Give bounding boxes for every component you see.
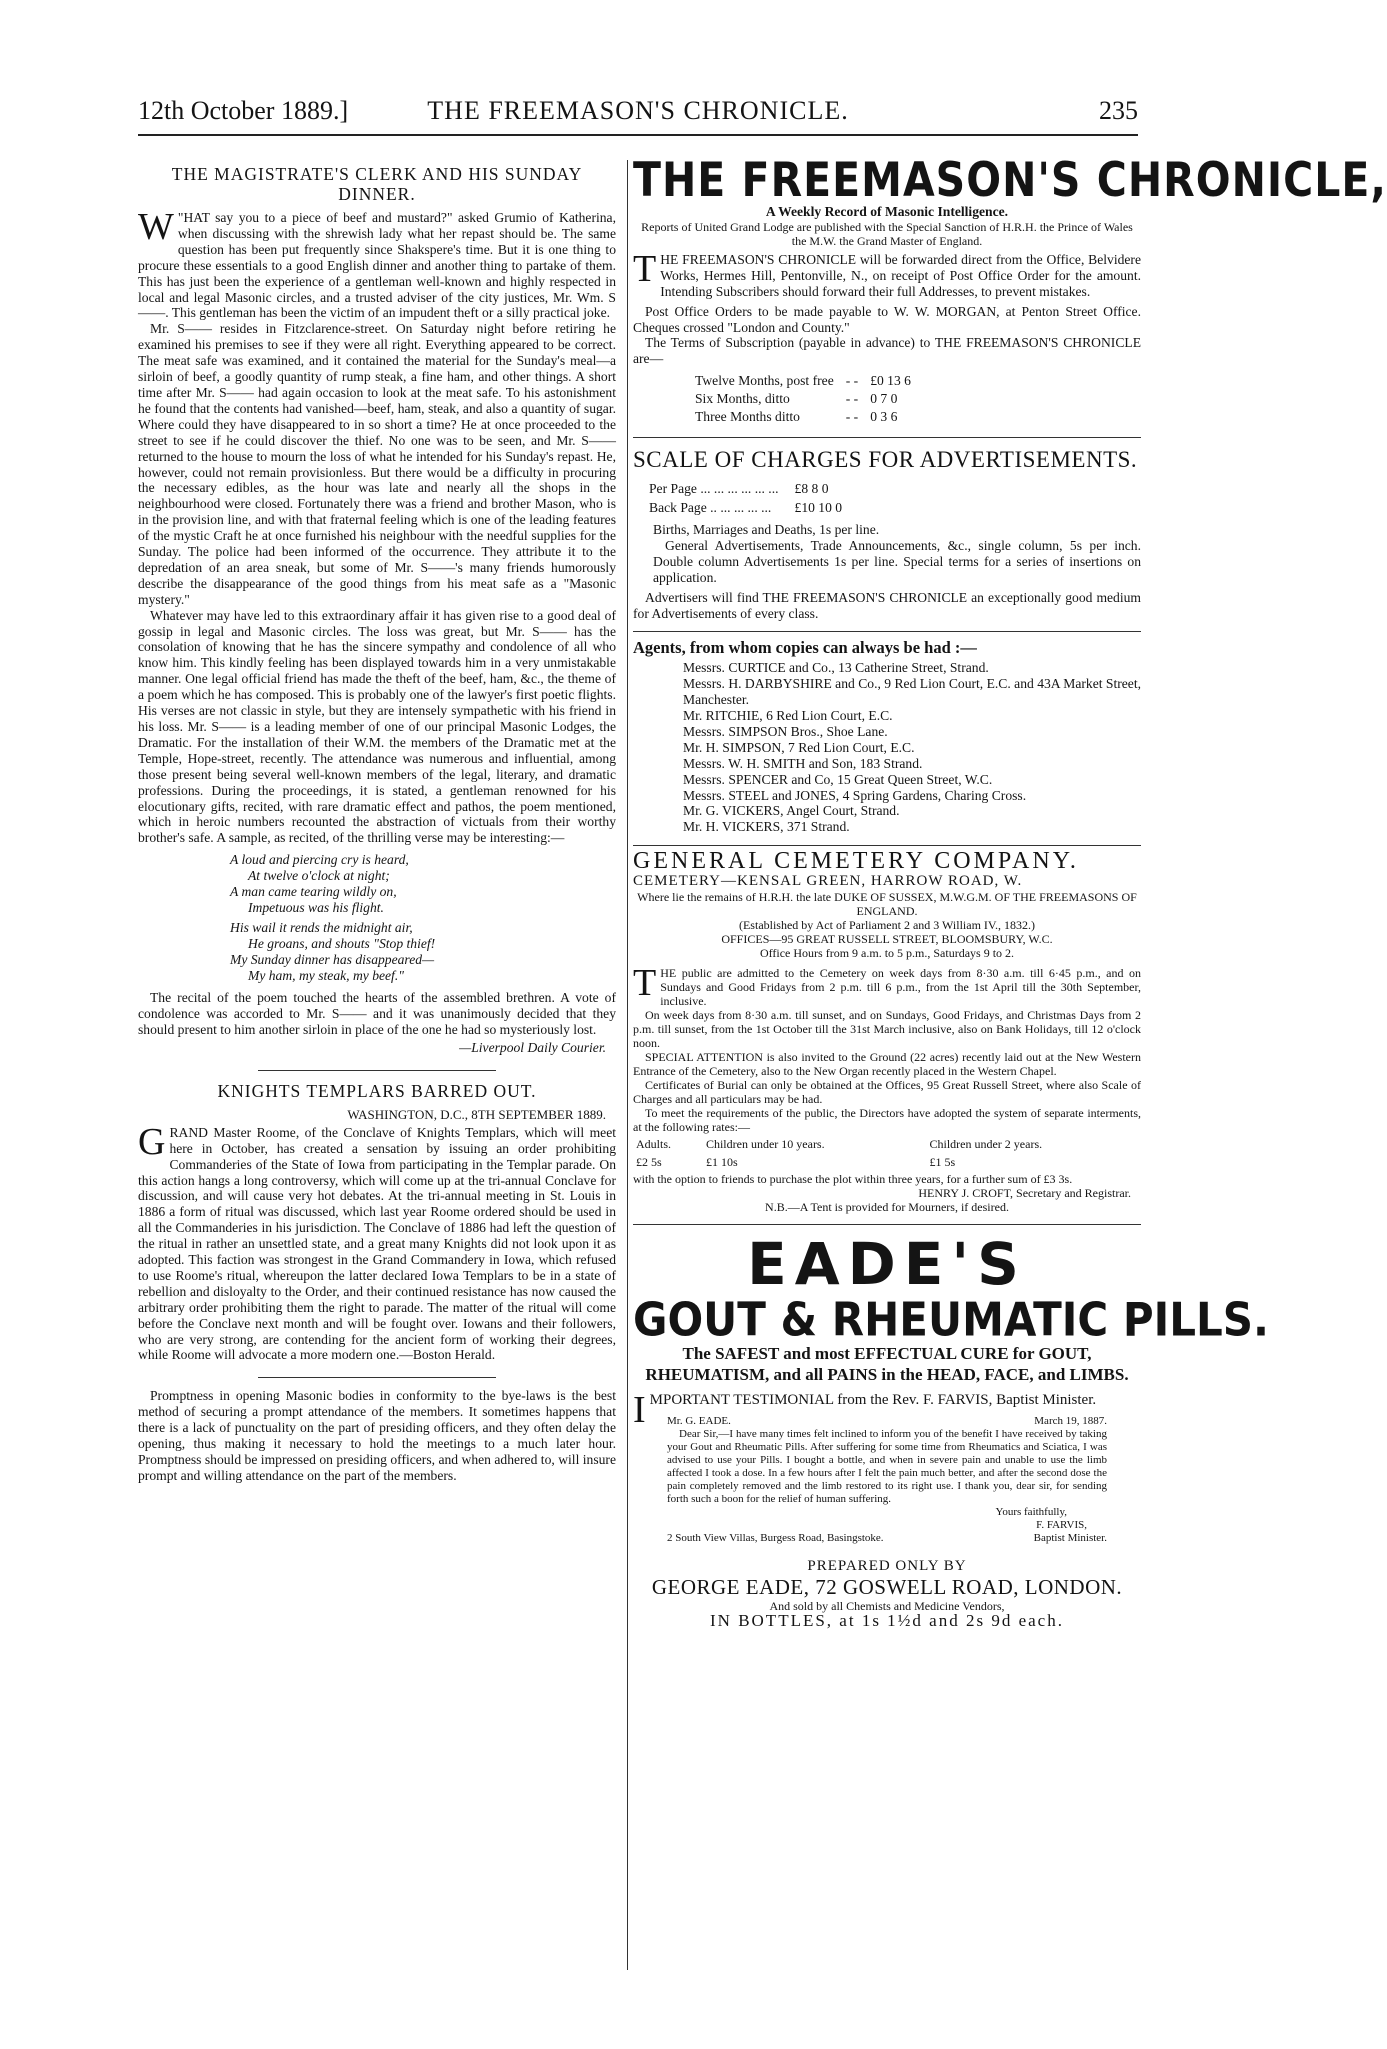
page-number: 235: [1099, 96, 1138, 125]
verse-line: A loud and piercing cry is heard,: [230, 852, 409, 868]
dropcap-g: G: [138, 1120, 166, 1163]
agent-item: Messrs. W. H. SMITH and Son, 183 Strand.: [683, 755, 923, 771]
section-separator: [258, 1377, 496, 1378]
cemetery-rate-label: Children under 2 years.: [929, 1137, 1043, 1152]
testimonial-heading-text: MPORTANT TESTIMONIAL from the Rev. F. FARVIS, Baptist Minister.: [649, 1392, 1097, 1409]
letter-body: Dear Sir,—I have many times felt inclined to inform you of the benefit I have received by taking your Gout and Rheumatic Pills. After suffering for some time from Rheumatics and Sciatica, I was advised to use your Pills. I bought a bottle, and when in severe pain and unable to use the limb affected I took a dose. In a few hours after I felt the pain much better, and after the second dose the pain completely removed and the limb restored to its right use. I thank you, dear sir, for sending forth such a boon for the relief of human suffering.: [667, 1428, 1107, 1505]
cemetery-offices: OFFICES—95 GREAT RUSSELL STREET, BLOOMSBURY, W.C.: [721, 932, 1053, 947]
chronicle-tagline: A Weekly Record of Masonic Intelligence.: [765, 204, 1009, 219]
chronicle-masthead: THE FREEMASON'S CHRONICLE,: [633, 152, 1387, 208]
eades-sold: And sold by all Chemists and Medicine Vendors,: [769, 1598, 1005, 1613]
header-rule: [138, 134, 1138, 136]
right-column: [633, 152, 1387, 1630]
magistrate-paragraph-4: The recital of the poem touched the hearts of the assembled brethren. A vote of condolence was accorded to Mr. S—— and it was unanimously decided that they should present to him another sirloin in place of the one he had so mysteriously lost.: [138, 990, 616, 1038]
eades-product: GOUT & RHEUMATIC PILLS.: [633, 1292, 1269, 1347]
cemetery-rate-labels: [635, 1136, 1139, 1152]
promptness-paragraph: Promptness in opening Masonic bodies in conformity to the bye-laws is the best method of securing a prompt attendance of the members. It sometimes happens that there is a lack of punctuality on the part of presiding officers, and they often delay the opening, thus making it necessary to hold the meetings to a much later hour. Promptness should be impressed on presiding officers, and when adhered to, will insure prompt and willing attendance on the part of the members.: [138, 1388, 616, 1483]
agent-item: Mr. G. VICKERS, Angel Court, Strand.: [683, 803, 900, 819]
agent-item: Messrs. SIMPSON Bros., Shoe Lane.: [683, 723, 888, 739]
subscription-label: Three Months ditto: [695, 409, 800, 425]
subscription-row: [695, 373, 921, 389]
cemetery-rate-label: Adults.: [636, 1137, 672, 1152]
magistrate-paragraph-3: Whatever may have led to this extraordinary affair it has given rise to a good deal of gossip in legal and Masonic circles. The loss was great, but Mr. S—— has the consolation of knowing that he has the sincere sympathy and condolence of all who know him. This kindly feeling has been displayed towards him in a very unmistakable manner. One legal official friend has made the theft of the beef, ham, &c., the theme of a poem which he has composed. This is probably one of the lawyer's first poetic flights. His verses are not classic in style, but they are intensely sympathetic with his friend in his loss. Mr. S—— is a leading member of one of our principal Masonic Lodges, the Dramatic. For the installation of their W.M. the members of the Dramatic met at the Temple, Hope-street, recently. The attendance was numerous and influential, among those present being several well-known members of the legal, literary, and dramatic professions. During the proceedings, it is stated, a gentleman renowned for his elocutionary gifts, recited, with rare dramatic effect and pathos, the poem mentioned, which in heroic numbers recounted the abstraction of victuals from their worthy brother's safe. A sample, as recited, of the thrilling verse may be interesting:—: [138, 607, 616, 846]
dropcap-t: T: [633, 247, 657, 290]
letter-address: 2 South View Villas, Burgess Road, Basingstoke.: [667, 1532, 884, 1544]
eades-prepared: PREPARED ONLY BY: [807, 1558, 967, 1574]
cemetery-remains: Where lie the remains of H.R.H. the late DUKE OF SUSSEX, M.W.G.M. OF THE FREEMASONS OF ENGLAND.: [637, 890, 1137, 919]
testimonial-letter: [667, 1415, 1107, 1545]
knights-heading: KNIGHTS TEMPLARS BARRED OUT.: [217, 1080, 537, 1101]
cemetery-body-1: [633, 962, 1141, 1009]
verse-line: He groans, and shouts "Stop thief!: [248, 936, 436, 952]
agent-item: Mr. H. SIMPSON, 7 Red Lion Court, E.C.: [683, 739, 915, 755]
subscription-label: Six Months, ditto: [695, 391, 790, 407]
verse-line: A man came tearing wildly on,: [230, 884, 397, 900]
letter-role: Baptist Minister.: [1033, 1532, 1107, 1544]
advert-rate-label: Per Page ... ... ... ... ... ...: [649, 480, 779, 496]
knights-dateline: WASHINGTON, D.C., 8TH SEPTEMBER 1889.: [347, 1106, 606, 1122]
advert-notice: Advertisers will find THE FREEMASON'S CHRONICLE an exceptionally good medium for Advertisements of every class.: [633, 589, 1141, 621]
magistrate-paragraph-1: [138, 206, 616, 321]
dropcap-t: T: [633, 962, 657, 1005]
letter-signature: F. FARVIS,: [1036, 1519, 1087, 1531]
subscription-price: £0 13 6: [870, 373, 911, 389]
section-separator: [633, 437, 1141, 438]
agent-item: Messrs. H. DARBYSHIRE and Co., 9 Red Lion Court, E.C. and 43A Market Street, Manchester.: [683, 676, 1142, 708]
agent-item: Mr. H. VICKERS, 371 Strand.: [683, 819, 850, 835]
cemetery-rate-prices: [635, 1154, 1139, 1170]
advert-rate-row: [649, 480, 856, 497]
advert-births: Births, Marriages and Deaths, 1s per line.: [653, 521, 880, 537]
subscription-dots: - -: [845, 391, 859, 407]
cemetery-rate-price: £1 5s: [929, 1155, 956, 1170]
subscription-row: [695, 409, 921, 425]
subscription-price: 0 7 0: [870, 391, 898, 407]
magistrate-paragraph-2: Mr. S—— resides in Fitzclarence-street. On Saturday night before retiring he examined his premises to see if they were all right. Everything appeared to be correct. The meat safe was examined, and it contained the material for the Sunday's meal—a sirloin of beef, a goodly quantity of rump steak, a fine ham, and other things. A short time after Mr. S—— had again occasion to look at the meat safe. To his astonishment he found that the contents had vanished—beef, ham, steak, and also a quantity of sugar. Where could they have disappeared to in so short a time? He at once proceeded to the street to see if he could discover the thief. No one was to be seen, and Mr. S—— returned to the house to mourn the loss of what he intended for his Sunday's repast. He, however, could not remain provisionless. But there would be a difficulty in procuring the necessary edibles, as the hour was late and nearly all the shops in the neighbourhood were closed. Fortunately there was a friend and brother Mason, who is in the provision line, and with that fraternal feeling which is one of the leading features of the mystic Craft he at once furnished his neighbour with the needful supplies for the Sunday. The police had been informed of the occurrence. They attribute it to the depredation of an area sneak, but some of Mr. S——'s many friends humorously describe the disappearance of the good things from his meat safe as a "Masonic mystery.": [138, 321, 616, 607]
subscription-price: 0 3 6: [870, 409, 898, 425]
section-separator: [633, 845, 1141, 846]
chronicle-body-text: HE FREEMASON'S CHRONICLE will be forwarded direct from the Office, Belvidere Works, Hermes Hill, Pentonville, N., on receipt of Post Office Order for the amount. Intending Subscribers should forward their full Addresses, to prevent mistakes.: [660, 251, 1141, 299]
agent-item: Mr. RITCHIE, 6 Red Lion Court, E.C.: [683, 708, 893, 724]
section-separator: [633, 631, 1141, 632]
letter-date: March 19, 1887.: [1034, 1415, 1107, 1427]
cemetery-nb: N.B.—A Tent is provided for Mourners, if desired.: [765, 1200, 1009, 1215]
cemetery-heading: GENERAL CEMETERY COMPANY.: [633, 848, 1079, 875]
dropcap-w: W: [138, 206, 174, 248]
verse-line: Impetuous was his flight.: [248, 900, 384, 916]
letter-close: Yours faithfully,: [995, 1506, 1067, 1518]
cemetery-rate-label: Children under 10 years.: [705, 1137, 825, 1152]
running-header: [138, 96, 1138, 136]
advert-charges-heading: SCALE OF CHARGES FOR ADVERTISEMENTS.: [633, 446, 1138, 472]
subscription-dots: - -: [845, 373, 859, 389]
knights-paragraph: [138, 1120, 616, 1364]
cemetery-established: (Established by Act of Parliament 2 and 3 William IV., 1832.): [738, 918, 1036, 933]
column-divider: [627, 160, 628, 1970]
verse-line: At twelve o'clock at night;: [248, 868, 390, 884]
advert-rate-price: £8 8 0: [794, 480, 829, 496]
cemetery-body-3: SPECIAL ATTENTION is also invited to the Ground (22 acres) recently laid out at the New Western Entrance of the Cemetery, also to the New Organ recently placed in the Western Chapel.: [633, 1050, 1141, 1079]
left-column: [138, 158, 616, 1484]
cemetery-body-5: To meet the requirements of the public, the Directors have adopted the system of separate interments, at the following rates:—: [633, 1106, 1141, 1135]
letter-header: [667, 1415, 1107, 1428]
magistrate-source: —Liverpool Daily Courier.: [459, 1039, 606, 1055]
cemetery-body-4: Certificates of Burial can only be obtained at the Offices, 95 Great Russell Street, where also Scale of Charges and all particulars may be had.: [633, 1078, 1141, 1107]
cemetery-rate-price: £2 5s: [636, 1155, 662, 1170]
cemetery-secretary: HENRY J. CROFT, Secretary and Registrar.: [918, 1186, 1131, 1201]
cemetery-body-2: On week days from 8·30 a.m. till sunset, and on Sundays, Good Fridays, and Christmas Days from 2 p.m. till sunset, from the 1st October till the 31st March inclusive, also on Bank Holidays, till 12 o'clock noon.: [633, 1008, 1141, 1051]
issue-date: 12th October 1889.]: [138, 96, 349, 125]
agent-item: Messrs. SPENCER and Co, 15 Great Queen Street, W.C.: [683, 771, 993, 787]
subscription-dots: - -: [845, 409, 859, 425]
advert-rate-price: £10 10 0: [794, 499, 843, 515]
eades-bottles: IN BOTTLES, at 1s 1½d and 2s 9d each.: [710, 1610, 1064, 1630]
verse-line: My ham, my steak, my beef.": [248, 968, 404, 984]
knights-text: RAND Master Roome, of the Conclave of Knights Templars, which will meet here in October, has created a sensation by issuing an order prohibiting Commanderies of the State of Iowa from participating in the Templar parade. On this action hangs a long controversy, which will come up at the tri-annual Conclave for discussion, and will cause very hot debates. At the tri-annual meeting in St. Louis in 1886 a form of ritual was discussed, which last year Roome ordered should be used in all the Commanderies in his jurisdiction. The Conclave of 1886 had left the question of the ritual in rather an unsettled state, and a great many Knights did not look upon it as adopted. This faction was strongest in the Grand Commandery in Iowa, which refused to use Roome's ritual, whereupon the latter declared Iowa Templars to be in a state of rebellion and disloyalty to the Order, and their continued resistance has now caused the arbitrary order prohibiting them the right to parade. The matter of the ritual will come before the Conclave next month and will be fought over. Iowans and their followers, who are very strong, are contending for the ancient form of working their degrees, while Roome will advocate a more modern one.—Boston Herald.: [138, 1124, 616, 1363]
chronicle-post-orders: Post Office Orders to be made payable to W. W. MORGAN, at Penton Street Office. Cheques crossed "London and County.": [633, 303, 1141, 335]
advert-general: General Advertisements, Trade Announcements, &c., single column, 5s per inch. Double column Advertisements 1s per line. Special terms for a series of insertions on application.: [653, 537, 1141, 585]
chronicle-terms: The Terms of Subscription (payable in advance) to THE FREEMASON'S CHRONICLE are—: [633, 335, 1141, 367]
cemetery-hours: Office Hours from 9 a.m. to 5 p.m., Saturdays 9 to 2.: [759, 946, 1015, 961]
agents-heading: Agents, from whom copies can always be had :—: [633, 638, 977, 658]
cemetery-rate-price: £1 10s: [705, 1155, 738, 1170]
newspaper-title: THE FREEMASON'S CHRONICLE.: [427, 96, 849, 125]
verse-line: My Sunday dinner has disappeared—: [230, 952, 435, 968]
eades-title: EADE'S: [747, 1230, 1027, 1299]
chronicle-body: [633, 247, 1141, 300]
poem-verse: [230, 852, 616, 984]
agent-item: Messrs. CURTICE and Co., 13 Catherine Street, Strand.: [683, 660, 989, 676]
section-separator: [258, 1070, 496, 1071]
subscription-table: [693, 371, 923, 427]
subscription-row: [695, 391, 921, 407]
letter-to: Mr. G. EADE.: [667, 1415, 731, 1427]
cemetery-notice: [633, 962, 1141, 1215]
cemetery-rates-table: [633, 1134, 1141, 1172]
eades-maker: GEORGE EADE, 72 GOSWELL ROAD, LONDON.: [651, 1574, 1123, 1599]
opening-quote: ": [177, 210, 184, 225]
letter-footer: [667, 1532, 1107, 1545]
cemetery-option: with the option to friends to purchase the plot within three years, for a further sum of £3 3s.: [633, 1172, 1073, 1187]
subscription-label: Twelve Months, post free: [695, 373, 834, 389]
cemetery-location: CEMETERY—KENSAL GREEN, HARROW ROAD, W.: [633, 873, 1023, 890]
dropcap-i: I: [633, 1389, 646, 1432]
chronicle-sanction: Reports of United Grand Lodge are published with the Special Sanction of H.R.H. the Prince of Wales the M.W. the Grand Master of England.: [641, 219, 1133, 248]
eades-tagline: The SAFEST and most EFFECTUAL CURE for GOUT, RHEUMATISM, and all PAINS in the HEAD, FACE, and LIMBS.: [645, 1344, 1129, 1385]
section-separator: [633, 1224, 1141, 1225]
agent-item: Messrs. STEEL and JONES, 4 Spring Gardens, Charing Cross.: [683, 787, 1027, 803]
advert-rate-label: Back Page .. ... ... ... ...: [649, 499, 772, 515]
magistrate-text-1: HAT say you to a piece of beef and mustard?" asked Grumio of Katherina, when discussing with the shrewish lady what her repast should be. The same question has been put frequently since Shakspere's time. But it is one thing to procure these essentials to a good English dinner and another thing to partake of them. This has just been the experience of a gentleman well-known and highly respected in local and legal Masonic circles, and a trusted adviser of the city justices, Mr. Wm. S——. This gentleman has been the victim of an impudent theft or a silly practical joke.: [138, 210, 616, 321]
magistrate-heading: THE MAGISTRATE'S CLERK AND HIS SUNDAY DINNER.: [171, 164, 583, 204]
cemetery-body-1-text: HE public are admitted to the Cemetery on week days from 8·30 a.m. till 6·45 p.m., and on Sundays and Good Fridays from 2 p.m. till 6 p.m., from the 1st April till the 30th September, inclusive.: [660, 966, 1141, 1009]
advert-rate-row: [649, 499, 856, 516]
verse-line: His wail it rends the midnight air,: [230, 920, 413, 936]
advert-rates-table: [647, 478, 858, 518]
agents-list: [683, 660, 1141, 835]
